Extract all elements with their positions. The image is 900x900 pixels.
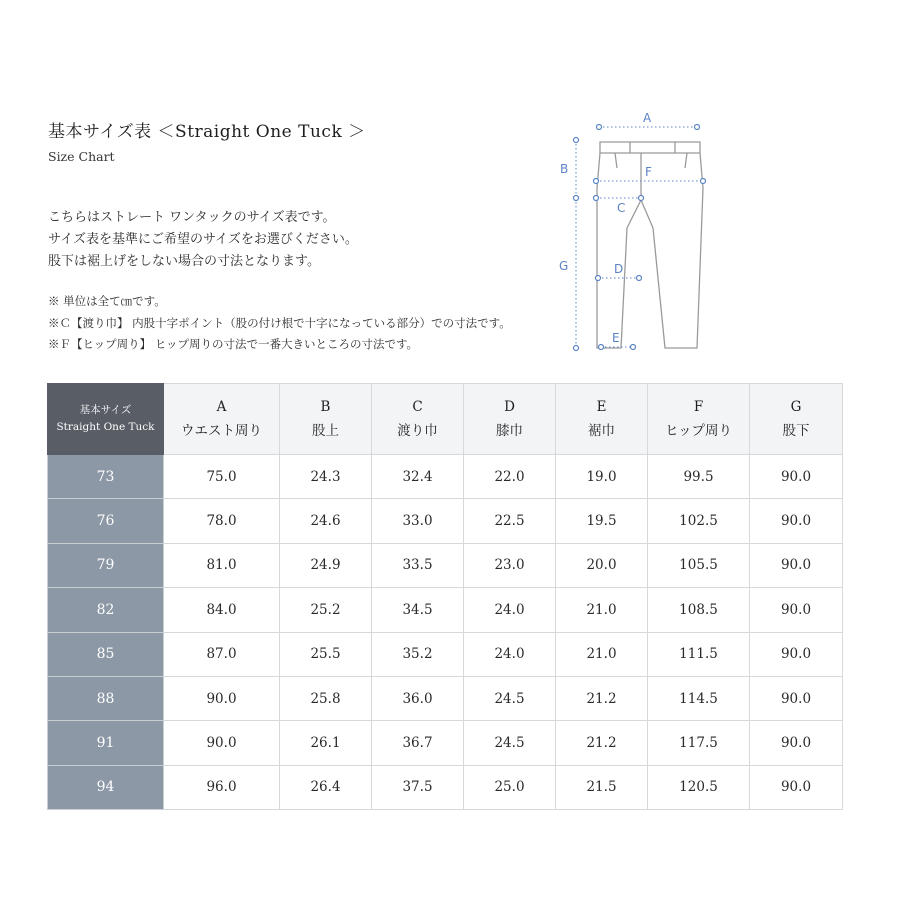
intro-line: 股下は裾上げをしない場合の寸法となります。 <box>48 254 320 269</box>
value-cell: 90.0 <box>750 765 843 809</box>
table-body <box>48 455 843 810</box>
value-cell: 20.0 <box>556 543 648 587</box>
value-cell: 33.0 <box>372 499 464 543</box>
page-subtitle: Size Chart <box>48 149 115 164</box>
value-cell: 36.7 <box>372 721 464 765</box>
value-cell: 24.6 <box>280 499 372 543</box>
value-cell: 108.5 <box>648 588 750 632</box>
value-cell: 81.0 <box>164 543 280 587</box>
column-header: A ウエスト周り <box>164 384 280 455</box>
table-row <box>48 676 843 720</box>
value-cell: 23.0 <box>464 543 556 587</box>
value-cell: 111.5 <box>648 632 750 676</box>
value-cell: 22.0 <box>464 455 556 499</box>
value-cell: 99.5 <box>648 455 750 499</box>
value-cell: 117.5 <box>648 721 750 765</box>
value-cell: 21.0 <box>556 588 648 632</box>
value-cell: 33.5 <box>372 543 464 587</box>
value-cell: 24.5 <box>464 676 556 720</box>
trouser-measurement-diagram <box>555 108 735 358</box>
value-cell: 21.5 <box>556 765 648 809</box>
label-b: B <box>560 162 569 176</box>
intro-text <box>48 207 358 273</box>
value-cell: 19.0 <box>556 455 648 499</box>
note-line: ※ 単位は全て㎝です。 <box>48 294 166 308</box>
value-cell: 26.4 <box>280 765 372 809</box>
label-e: E <box>612 331 620 345</box>
column-header: B 股上 <box>280 384 372 455</box>
size-cell: 91 <box>48 721 164 765</box>
table-row <box>48 455 843 499</box>
label-c: C <box>617 201 626 215</box>
table-row <box>48 499 843 543</box>
page-title: 基本サイズ表 ＜Straight One Tuck ＞ <box>48 122 366 142</box>
column-header: C 渡り巾 <box>372 384 464 455</box>
value-cell: 102.5 <box>648 499 750 543</box>
value-cell: 25.5 <box>280 632 372 676</box>
value-cell: 32.4 <box>372 455 464 499</box>
size-table <box>47 383 843 810</box>
value-cell: 75.0 <box>164 455 280 499</box>
value-cell: 78.0 <box>164 499 280 543</box>
value-cell: 37.5 <box>372 765 464 809</box>
size-cell: 85 <box>48 632 164 676</box>
column-header: E 裾巾 <box>556 384 648 455</box>
value-cell: 21.0 <box>556 632 648 676</box>
value-cell: 24.0 <box>464 632 556 676</box>
label-f: F <box>645 165 652 179</box>
size-cell: 76 <box>48 499 164 543</box>
value-cell: 105.5 <box>648 543 750 587</box>
value-cell: 25.8 <box>280 676 372 720</box>
table-row <box>48 721 843 765</box>
note-line: ※Ｃ【渡り巾】 内股十字ポイント（股の付け根で十字になっている部分）での寸法です。 <box>48 315 511 330</box>
label-g: G <box>559 259 569 273</box>
column-header: G 股下 <box>750 384 843 455</box>
value-cell: 90.0 <box>750 676 843 720</box>
value-cell: 36.0 <box>372 676 464 720</box>
value-cell: 90.0 <box>750 588 843 632</box>
value-cell: 96.0 <box>164 765 280 809</box>
value-cell: 84.0 <box>164 588 280 632</box>
value-cell: 90.0 <box>750 632 843 676</box>
size-cell: 82 <box>48 588 164 632</box>
value-cell: 90.0 <box>750 543 843 587</box>
value-cell: 22.5 <box>464 499 556 543</box>
value-cell: 19.5 <box>556 499 648 543</box>
value-cell: 21.2 <box>556 721 648 765</box>
value-cell: 90.0 <box>750 499 843 543</box>
value-cell: 90.0 <box>750 721 843 765</box>
value-cell: 114.5 <box>648 676 750 720</box>
dimension-labels <box>559 111 652 345</box>
value-cell: 25.0 <box>464 765 556 809</box>
label-d: D <box>614 262 624 276</box>
value-cell: 25.2 <box>280 588 372 632</box>
intro-line: サイズ表を基準にご希望のサイズをお選びください。 <box>48 232 358 247</box>
value-cell: 34.5 <box>372 588 464 632</box>
value-cell: 120.5 <box>648 765 750 809</box>
note-line: ※Ｆ【ヒップ周り】 ヒップ周りの寸法で一番大きいところの寸法です。 <box>48 337 419 351</box>
label-a: A <box>643 111 652 125</box>
corner-header: 基本サイズ Straight One Tuck <box>48 384 164 455</box>
column-header: F ヒップ周り <box>648 384 750 455</box>
table-header-row <box>48 384 843 455</box>
notes <box>48 291 511 356</box>
value-cell: 90.0 <box>750 455 843 499</box>
value-cell: 87.0 <box>164 632 280 676</box>
value-cell: 24.3 <box>280 455 372 499</box>
size-cell: 73 <box>48 455 164 499</box>
table-row <box>48 588 843 632</box>
value-cell: 24.5 <box>464 721 556 765</box>
value-cell: 26.1 <box>280 721 372 765</box>
dimension-lines <box>576 127 703 348</box>
column-header: D 膝巾 <box>464 384 556 455</box>
size-cell: 79 <box>48 543 164 587</box>
table-row <box>48 765 843 809</box>
intro-line: こちらはストレート ワンタックのサイズ表です。 <box>48 210 336 225</box>
value-cell: 35.2 <box>372 632 464 676</box>
size-cell: 88 <box>48 676 164 720</box>
value-cell: 90.0 <box>164 721 280 765</box>
value-cell: 21.2 <box>556 676 648 720</box>
value-cell: 24.9 <box>280 543 372 587</box>
value-cell: 24.0 <box>464 588 556 632</box>
size-cell: 94 <box>48 765 164 809</box>
value-cell: 90.0 <box>164 676 280 720</box>
table-row <box>48 543 843 587</box>
table-row <box>48 632 843 676</box>
